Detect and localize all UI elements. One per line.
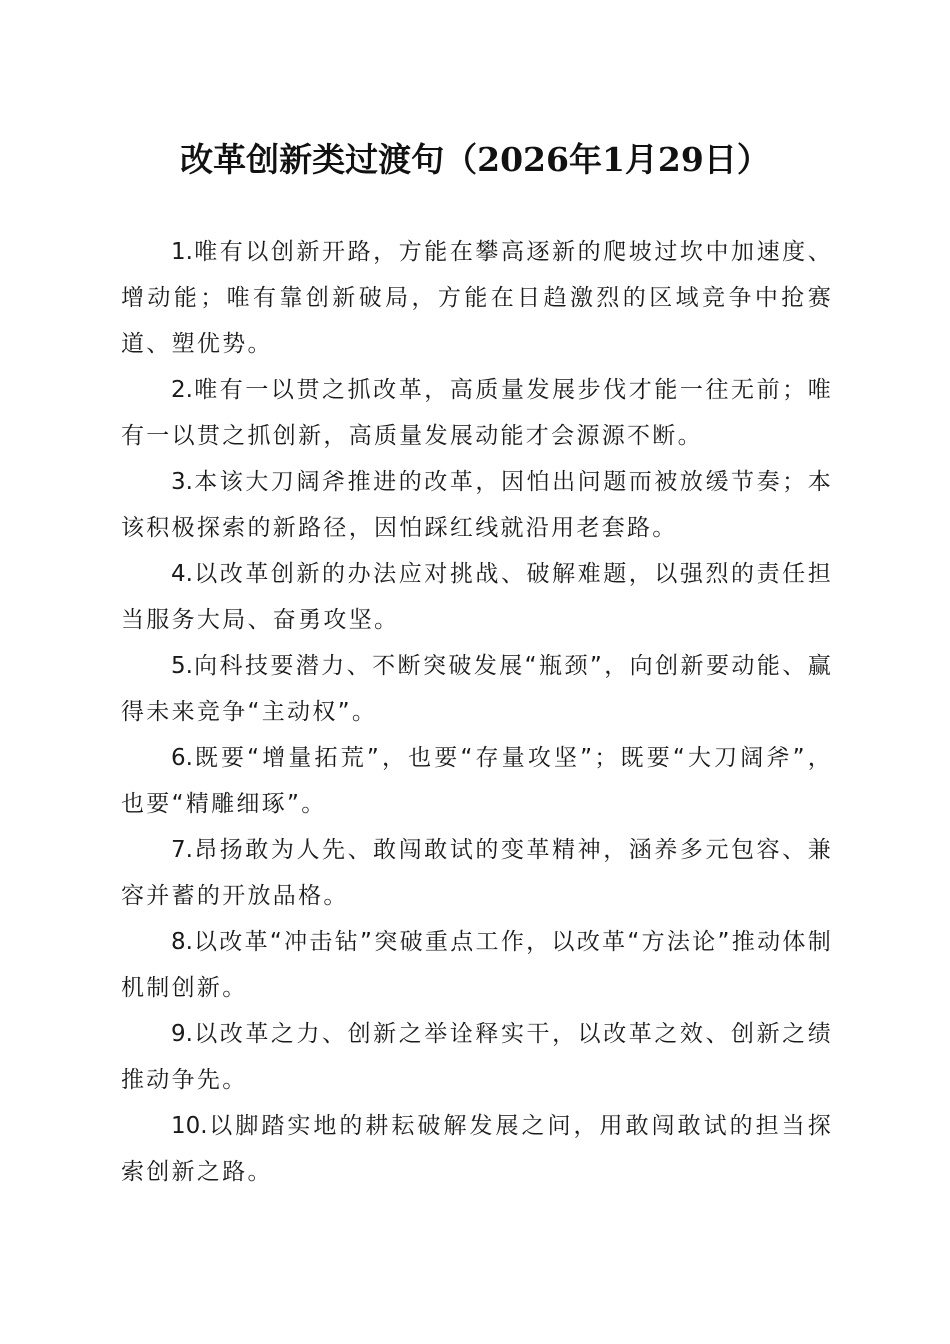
list-item bbox=[121, 735, 833, 827]
item-text: 以改革创新的办法应对挑战、破解难题，以强烈的责任担当服务大局、奋勇攻坚。 bbox=[121, 561, 833, 633]
item-number: 4. bbox=[171, 561, 193, 587]
item-number: 3. bbox=[171, 469, 193, 495]
item-number: 6. bbox=[171, 745, 193, 771]
item-number: 7. bbox=[171, 837, 193, 863]
item-text: 向科技要潜力、不断突破发展“瓶颈”，向创新要动能、赢得未来竞争“主动权”。 bbox=[121, 653, 833, 725]
item-text: 唯有以创新开路，方能在攀高逐新的爬坡过坎中加速度、增动能；唯有靠创新破局，方能在日趋激烈的区域竞争中抢赛道、塑优势。 bbox=[121, 239, 833, 357]
document-title: 改革创新类过渡句（2026年1月29日） bbox=[180, 140, 770, 179]
list-item bbox=[121, 919, 833, 1011]
item-number: 8. bbox=[171, 929, 193, 955]
item-text: 唯有一以贯之抓改革，高质量发展步伐才能一往无前；唯有一以贯之抓创新，高质量发展动能才会源源不断。 bbox=[121, 377, 833, 449]
item-text: 以改革之力、创新之举诠释实干，以改革之效、创新之绩推动争先。 bbox=[121, 1021, 833, 1093]
item-text: 以脚踏实地的耕耘破解发展之问，用敢闯敢试的担当探索创新之路。 bbox=[121, 1113, 833, 1185]
list-item bbox=[121, 367, 833, 459]
document-body bbox=[121, 229, 833, 1195]
list-item bbox=[121, 1011, 833, 1103]
item-number: 10. bbox=[171, 1113, 208, 1139]
list-item bbox=[121, 1103, 833, 1195]
item-number: 9. bbox=[171, 1021, 193, 1047]
list-item bbox=[121, 459, 833, 551]
list-item bbox=[121, 827, 833, 919]
item-text: 既要“增量拓荒”，也要“存量攻坚”；既要“大刀阔斧”，也要“精雕细琢”。 bbox=[121, 745, 833, 817]
item-number: 2. bbox=[171, 377, 193, 403]
item-number: 1. bbox=[171, 239, 193, 265]
list-item bbox=[121, 551, 833, 643]
list-item bbox=[121, 643, 833, 735]
item-number: 5. bbox=[171, 653, 193, 679]
item-text: 昂扬敢为人先、敢闯敢试的变革精神，涵养多元包容、兼容并蓄的开放品格。 bbox=[121, 837, 833, 909]
item-text: 本该大刀阔斧推进的改革，因怕出问题而被放缓节奏；本该积极探索的新路径，因怕踩红线就沿用老套路。 bbox=[121, 469, 833, 541]
item-text: 以改革“冲击钻”突破重点工作，以改革“方法论”推动体制机制创新。 bbox=[121, 929, 833, 1001]
list-item bbox=[121, 229, 833, 367]
